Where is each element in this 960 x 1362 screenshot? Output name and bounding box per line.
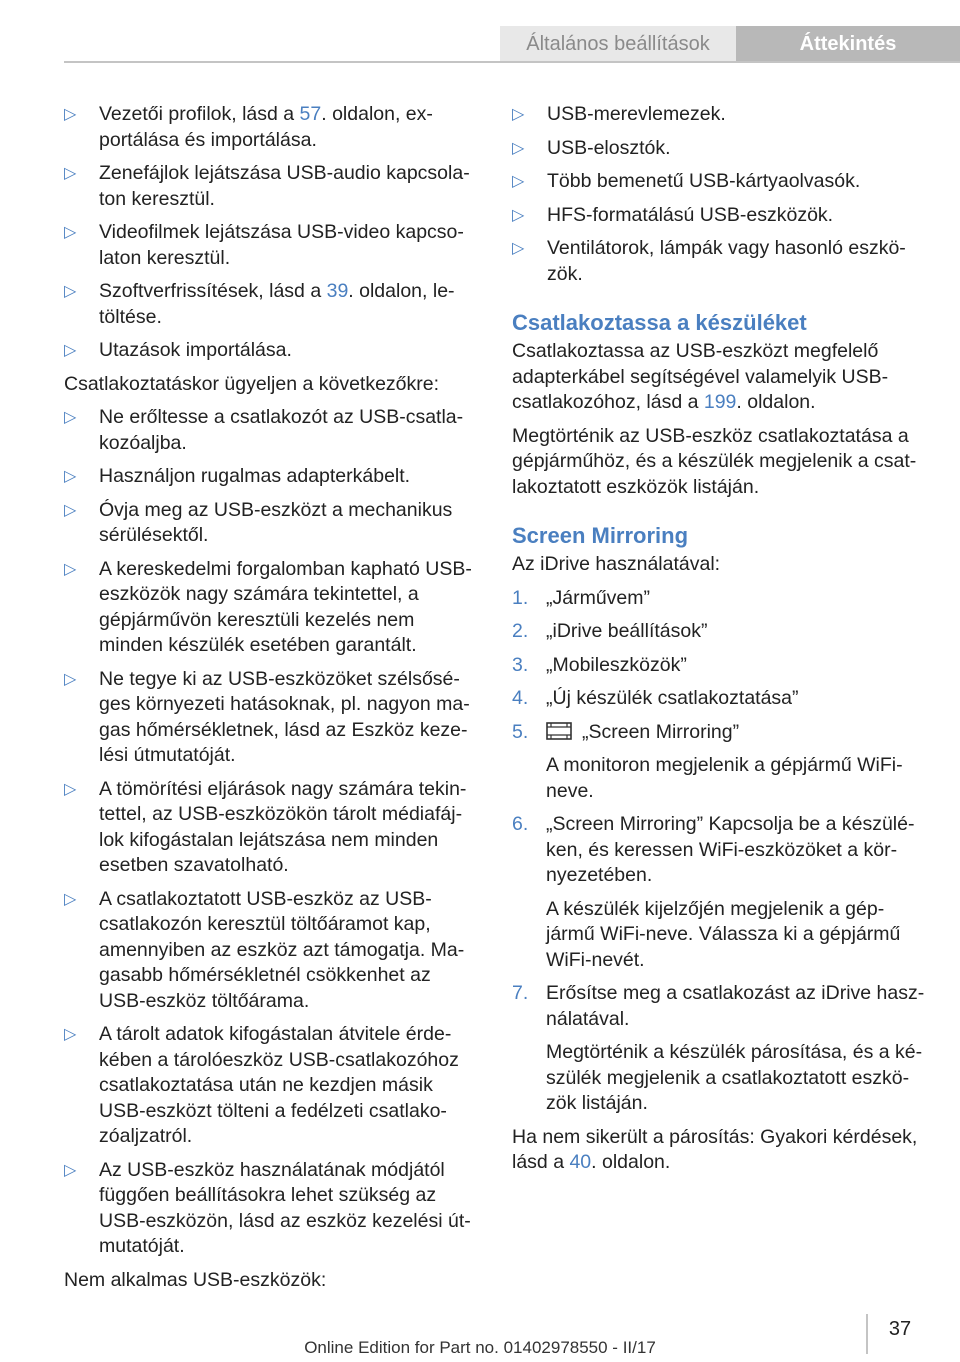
item-text: HFS-formatálású USB-eszközök. bbox=[547, 203, 834, 226]
page-link-40[interactable]: 40 bbox=[569, 1151, 592, 1173]
list-item bbox=[512, 169, 926, 195]
bullet-marker: ▷ bbox=[512, 206, 525, 224]
list-item bbox=[64, 887, 478, 1015]
list-item bbox=[64, 667, 478, 769]
step-number: 7. bbox=[512, 982, 529, 1004]
left-column bbox=[64, 102, 478, 1301]
step-item bbox=[512, 981, 926, 1032]
page-link-199[interactable]: 199 bbox=[703, 391, 737, 413]
list-item bbox=[64, 498, 478, 549]
right-column bbox=[512, 102, 926, 1184]
paragraph bbox=[512, 1125, 926, 1176]
para-text: . oldalon. bbox=[591, 1151, 671, 1173]
item-text: A tárolt adatok kifogástalan átvitele érdekében a tárolóeszköz USB-csatlakozóhoz csatlakoztatása után ne kezdjen másik USB-eszközt tölteni a fedélzeti csatlakozóaljzatról. bbox=[99, 1023, 459, 1147]
list-item bbox=[64, 161, 478, 212]
step-item bbox=[512, 653, 926, 679]
list-item bbox=[64, 1022, 478, 1150]
step-number: 5. bbox=[512, 720, 529, 743]
item-text: Zenefájlok lejátszása USB-audio kapcsolaton keresztül. bbox=[99, 162, 470, 210]
header-rule bbox=[64, 61, 960, 63]
paragraph: Megtörténik az USB-eszköz csatlakoztatása a gépjárműhöz, és a készülék megjelenik a csatlakoztatott eszközök listáján. bbox=[512, 424, 917, 498]
bullet-marker: ▷ bbox=[64, 560, 77, 578]
bullet-marker: ▷ bbox=[64, 283, 77, 300]
step-item bbox=[512, 720, 926, 746]
page-link-39[interactable]: 39 bbox=[326, 280, 349, 302]
step-text: „Új készülék csatlakoztatása” bbox=[546, 687, 799, 709]
list-item bbox=[512, 203, 926, 229]
bullet-marker: ▷ bbox=[64, 165, 77, 182]
footer-edition: Online Edition for Part no. 01402978550 - II/17 bbox=[304, 1338, 656, 1357]
step-text: „Screen Mirroring” bbox=[582, 720, 740, 743]
section-heading-connect: Csatlakoztassa a készüléket bbox=[512, 310, 807, 335]
step-item bbox=[512, 686, 926, 712]
item-text: Videofilmek lejátszása USB-video kapcsolaton keresztül. bbox=[99, 221, 464, 269]
bullet-marker: ▷ bbox=[64, 890, 77, 908]
item-text: . oldalon, letöltése. bbox=[99, 280, 455, 328]
item-text: Használjon rugalmas adapterkábelt. bbox=[99, 465, 411, 487]
para-text: . oldalon. bbox=[736, 391, 816, 413]
step-result: Megtörténik a készülék párosítása, és a készülék megjelenik a csatlakoztatott eszközök listáján. bbox=[546, 1041, 923, 1114]
list-item bbox=[64, 777, 478, 879]
bullet-marker: ▷ bbox=[64, 501, 77, 519]
list-item bbox=[64, 220, 478, 271]
step-number: 3. bbox=[512, 653, 529, 676]
bullet-marker: ▷ bbox=[64, 670, 77, 688]
list-item bbox=[64, 464, 478, 490]
step-text: Erősítse meg a csatlakozást az iDrive használatával. bbox=[546, 982, 925, 1030]
bullet-marker: ▷ bbox=[512, 139, 525, 157]
item-text: A csatlakoztatott USB-eszköz az USB-csatlakozón keresztül töltőáramot kap, amennyiben az eszköz azt támogatja. Magasabb hőmérsékletnél csökkenhet az USB-eszköz töltőárama. bbox=[99, 887, 465, 1012]
screen-mirroring-icon bbox=[546, 722, 572, 740]
step-number: 1. bbox=[512, 586, 529, 609]
list-item bbox=[512, 102, 926, 128]
bullet-marker: ▷ bbox=[64, 342, 77, 359]
header-chapter: Áttekintés bbox=[736, 26, 960, 62]
list-item bbox=[64, 279, 478, 330]
bullet-marker: ▷ bbox=[64, 1026, 77, 1043]
item-text: . oldalon, exportálása és importálása. bbox=[99, 103, 433, 151]
step-text: „iDrive beállítások” bbox=[546, 620, 708, 642]
step-item bbox=[512, 812, 926, 889]
bullet-marker: ▷ bbox=[64, 409, 77, 426]
step-text: „Mobileszközök” bbox=[546, 653, 687, 676]
list-item bbox=[512, 136, 926, 162]
bullet-marker: ▷ bbox=[64, 780, 77, 798]
page-link-57[interactable]: 57 bbox=[299, 103, 322, 125]
item-text: Óvja meg az USB-eszközt a mechanikus sérülésektől. bbox=[99, 498, 453, 546]
item-text: A tömörítési eljárások nagy számára tekintettel, az USB-eszközökön tárolt médiafájlok kifogástalan lejátszása nem minden esetben szavatolható. bbox=[99, 777, 467, 876]
step-item bbox=[512, 619, 926, 645]
list-item bbox=[64, 557, 478, 659]
step-number: 4. bbox=[512, 687, 529, 709]
step-result: A monitoron megjelenik a gépjármű WiFi-neve. bbox=[546, 754, 903, 802]
step-number: 6. bbox=[512, 813, 529, 835]
bullet-marker: ▷ bbox=[512, 106, 525, 123]
item-text: USB-elosztók. bbox=[547, 136, 671, 159]
step-item bbox=[512, 586, 926, 612]
step-number: 2. bbox=[512, 620, 529, 642]
item-text: A kereskedelmi forgalomban kapható USB-eszközök nagy számára tekintettel, a gépjárművön keresztüli kezelés nem minden készülék esetében garantált. bbox=[99, 557, 472, 656]
list-item bbox=[64, 405, 478, 456]
paragraph: Csatlakoztatáskor ügyeljen a következőkre: bbox=[64, 372, 440, 395]
list-item bbox=[64, 1158, 478, 1260]
section-heading-screen-mirroring: Screen Mirroring bbox=[512, 523, 689, 548]
item-text: Ventilátorok, lámpák vagy hasonló eszközök. bbox=[547, 237, 906, 285]
list-item bbox=[64, 102, 478, 153]
item-text: Szoftverfrissítések, lásd a bbox=[99, 280, 327, 302]
bullet-marker: ▷ bbox=[64, 468, 77, 485]
item-text: Több bemenetű USB-kártyaolvasók. bbox=[547, 170, 861, 192]
item-text: Az USB-eszköz használatának módjától függően beállításokra lehet szükség az USB-eszközön, lásd az eszköz kezelési útmutatóját. bbox=[99, 1158, 471, 1257]
item-text: Ne erőltesse a csatlakozót az USB-csatlakozóaljba. bbox=[99, 406, 464, 454]
step-text: „Screen Mirroring” Kapcsolja be a készüléken, és keressen WiFi-eszközöket a környezetében. bbox=[546, 813, 915, 886]
item-text: Vezetői profilok, lásd a bbox=[99, 103, 300, 125]
paragraph: Nem alkalmas USB-eszközök: bbox=[64, 1268, 327, 1291]
item-text: Utazások importálása. bbox=[99, 339, 292, 361]
paragraph bbox=[512, 339, 926, 416]
header-section: Általános beállítások bbox=[500, 26, 736, 62]
list-item bbox=[64, 338, 478, 364]
bullet-marker: ▷ bbox=[64, 224, 77, 241]
para-text: Csatlakoztassa az USB-eszközt megfelelő adapterkábel segítségével valamelyik USB-csatlakozóhoz, lásd a bbox=[512, 340, 889, 413]
item-text: Ne tegye ki az USB-eszközöket szélsőséges környezeti hatásoknak, pl. nagyon magas hőmérsékletnek, lásd az Eszköz kezelési útmutatóját. bbox=[99, 667, 470, 766]
item-text: USB-merevlemezek. bbox=[547, 103, 726, 125]
list-item bbox=[512, 236, 926, 287]
step-result: A készülék kijelzőjén megjelenik a gépjármű WiFi-neve. Válassza ki a gépjármű WiFi-nevét. bbox=[546, 897, 901, 971]
bullet-marker: ▷ bbox=[64, 1161, 77, 1179]
step-text: „Járművem” bbox=[546, 586, 651, 609]
paragraph: Az iDrive használatával: bbox=[512, 553, 721, 575]
para-text: Ha nem sikerült a párosítás: Gyakori kérdések, lásd a bbox=[512, 1125, 918, 1173]
bullet-marker: ▷ bbox=[64, 106, 77, 123]
bullet-marker: ▷ bbox=[512, 173, 525, 190]
page-number: 37 bbox=[888, 1318, 912, 1340]
bullet-marker: ▷ bbox=[512, 240, 525, 257]
